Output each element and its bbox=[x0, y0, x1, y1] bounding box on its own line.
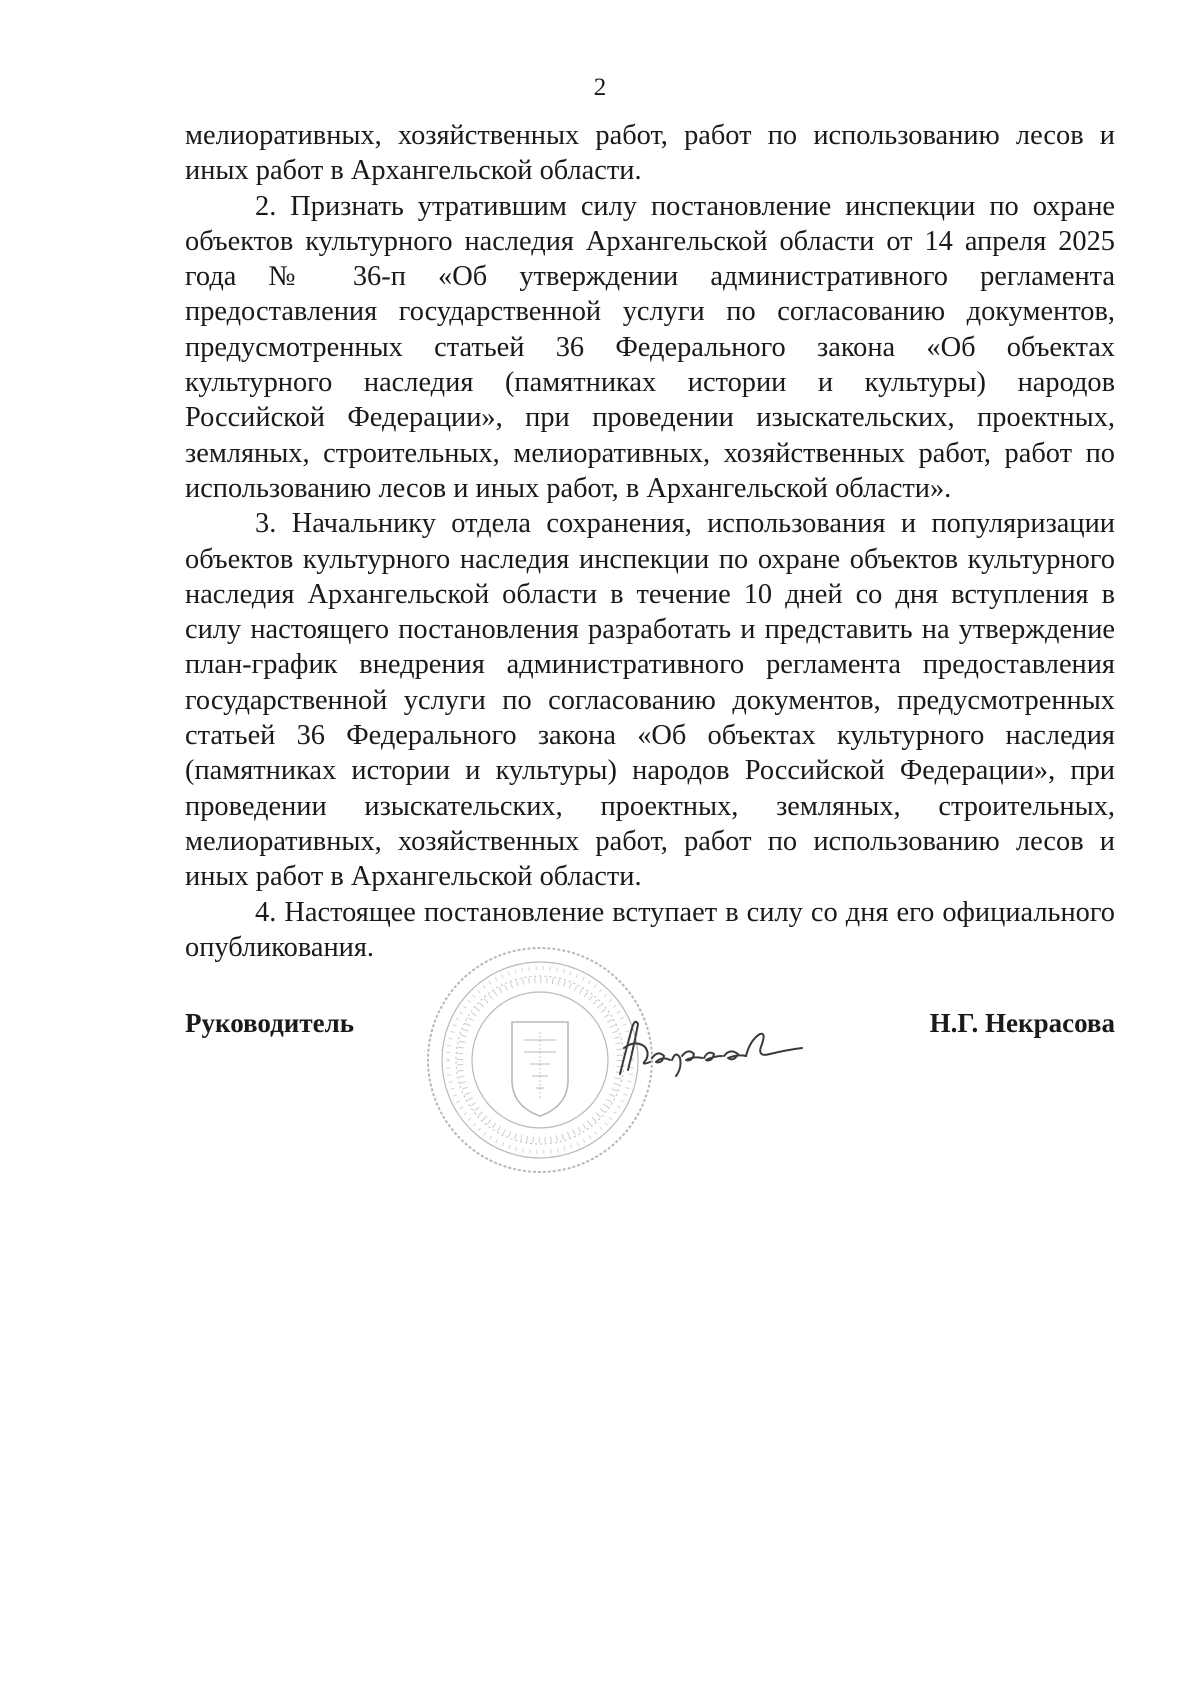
document-body bbox=[185, 118, 1115, 965]
paragraph-continuation: мелиоративных, хозяйственных работ, работ по использованию лесов и иных работ в Архангельской области. bbox=[185, 120, 1115, 187]
paragraph-item-2: 2. Признать утратившим силу постановление инспекции по охране объектов культурного наследия Архангельской области от 14 апреля 2025 года № 36-п «Об утверждении административного регламента предоставления государственной услуги по согласованию документов, предусмотренных статьей 36 Федерального закона «Об объектах культурного наследия (памятниках истории и культуры) народов Российской Федерации», при проведении изыскательских, проектных, земляных, строительных, мелиоративных, хозяйственных работ, работ по использованию лесов и иных работ, в Архангельской области». bbox=[185, 190, 1115, 504]
signature-block bbox=[185, 1000, 1115, 1060]
page-number: 2 bbox=[593, 74, 607, 101]
signatory-title: Руководитель bbox=[185, 1008, 355, 1038]
paragraph-item-4: 4. Настоящее постановление вступает в силу со дня его официального опубликования. bbox=[185, 896, 1115, 963]
paragraph-item-3: 3. Начальнику отдела сохранения, использования и популяризации объектов культурного наследия инспекции по охране объектов культурного наследия Архангельской области в течение 10 дней со дня вступления в силу настоящего постановления разработать и представить на утверждение план-график внедрения административного регламента предоставления государственной услуги по согласованию документов, предусмотренных статьей 36 Федерального закона «Об объектах культурного наследия (памятниках истории и культуры) народов Российской Федерации», при проведении изыскательских, проектных, земляных, строительных, мелиоративных, хозяйственных работ, работ по использованию лесов и иных работ в Архангельской области. bbox=[185, 508, 1115, 893]
signatory-name: Н.Г. Некрасова bbox=[929, 1008, 1115, 1038]
